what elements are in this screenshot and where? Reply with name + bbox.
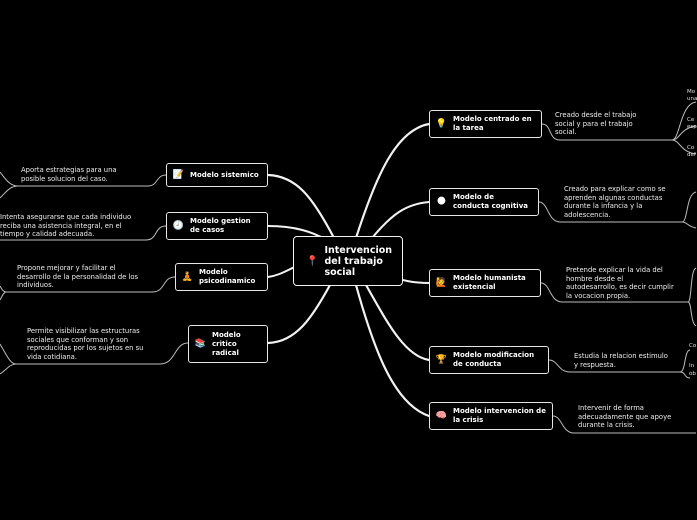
topic-label: Modelo de conducta cognitiva bbox=[453, 193, 528, 210]
clipped-leaf-text: Mo bbox=[687, 89, 696, 95]
clipped-leaf-text: Ce bbox=[687, 117, 695, 123]
topic-modelo-centrado-en-la-tarea[interactable] bbox=[429, 110, 542, 138]
books-icon: 📚 bbox=[194, 338, 207, 349]
clipped-leaf-text: In bbox=[689, 363, 695, 369]
subtopic-text: Propone mejorar y facilitar el desarrollo de la personalidad de los individuos. bbox=[17, 264, 139, 289]
topic-modelo-de-conducta-cognitiva[interactable] bbox=[429, 188, 539, 216]
topic-modelo-intervencion-de-la-crisis[interactable] bbox=[429, 402, 553, 430]
clipped-leaf-text: esp bbox=[687, 124, 697, 130]
root-topic-label: Intervencion del trabajo social bbox=[324, 244, 392, 278]
clipped-leaf-text: Co bbox=[689, 343, 697, 349]
subtopic-text: Intenta asegurarse que cada individuo reciba una asistencia integral, en el tiempo y calidad adecuada. bbox=[0, 213, 132, 238]
lightbulb-icon: 💡 bbox=[435, 118, 448, 129]
subtopic-text: Aporta estrategias para una posible solucion del caso. bbox=[21, 166, 117, 183]
subtopic-text: Creado para explicar como se aprenden algunas conductas durante la infancia y la adolescencia. bbox=[564, 185, 666, 219]
subtopic-text: Intervenir de forma adecuadamente que apoye durante la crisis. bbox=[578, 404, 672, 429]
pin-icon: 📍 bbox=[306, 255, 319, 267]
subtopic-text: Pretende explicar la vida del hombre desde el autodesarrollo, es decir cumplir la vocacion propia. bbox=[566, 266, 674, 300]
brain-icon: 🧠 bbox=[435, 410, 448, 421]
topic-modelo-humanista-existencial[interactable] bbox=[429, 269, 541, 297]
topic-modelo-gestion-de-casos[interactable] bbox=[166, 212, 268, 240]
trophy-icon: 🏆 bbox=[435, 354, 448, 365]
topic-label: Modelo sistemico bbox=[190, 170, 259, 179]
topic-label: Modelo psicodinamico bbox=[199, 268, 256, 285]
topic-label: Modelo modificacion de conducta bbox=[453, 351, 535, 368]
clipped-leaf-text: ob bbox=[689, 371, 696, 377]
clipped-leaf-text: def bbox=[687, 152, 696, 158]
root-topic[interactable] bbox=[293, 236, 403, 286]
person-icon: 🙋 bbox=[435, 277, 448, 288]
topic-modelo-psicodinamico[interactable] bbox=[175, 263, 268, 291]
topic-modelo-critico-radical[interactable] bbox=[188, 325, 268, 363]
subtopic-text: Estudia la relacion estimulo y respuesta. bbox=[574, 352, 668, 369]
topic-modelo-modificacion-de-conducta[interactable] bbox=[429, 346, 549, 374]
topic-label: Modelo humanista existencial bbox=[453, 274, 526, 291]
clipped-leaf-text: Co bbox=[687, 145, 695, 151]
clock-icon: 🕗 bbox=[172, 220, 185, 231]
topic-modelo-sistemico[interactable] bbox=[166, 163, 268, 187]
meditation-icon: 🧘 bbox=[181, 271, 194, 282]
subtopic-text: Permite visibilizar las estructuras sociales que conforman y son reproducidas por los sujetos en su vida cotidiana. bbox=[27, 327, 144, 361]
topic-label: Modelo gestion de casos bbox=[190, 217, 251, 234]
topic-label: Modelo critico radical bbox=[212, 330, 241, 357]
topic-label: Modelo intervencion de la crisis bbox=[453, 407, 546, 424]
brain-gear-icon: 🌑 bbox=[436, 196, 447, 207]
subtopic-text: Creado desde el trabajo social y para el trabajo social. bbox=[555, 111, 637, 136]
clipped-leaf-text: una bbox=[687, 96, 697, 102]
topic-label: Modelo centrado en la tarea bbox=[453, 115, 532, 132]
memo-icon: 📝 bbox=[172, 169, 185, 180]
